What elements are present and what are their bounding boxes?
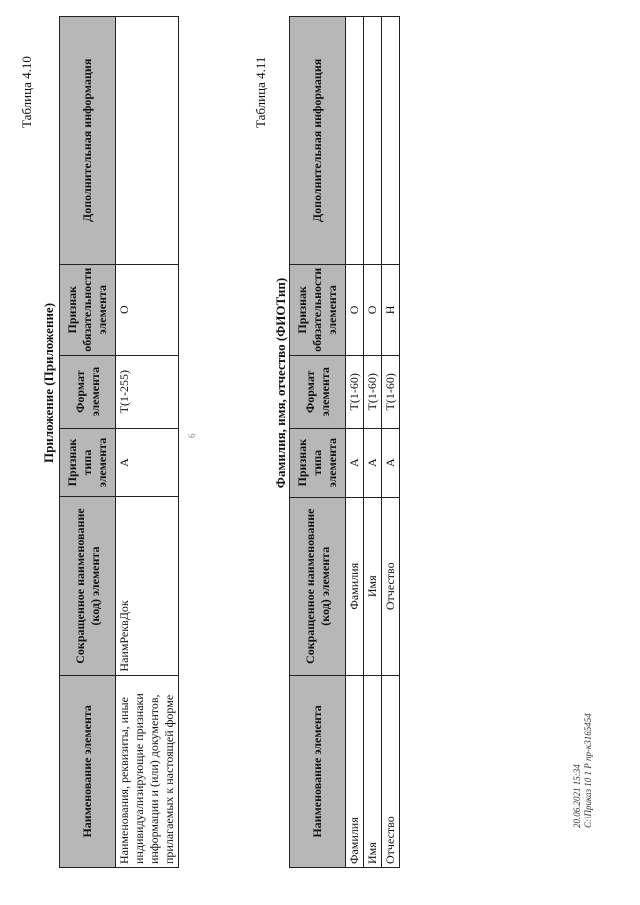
col-header: Признак типа элемента [60, 428, 116, 497]
cell: Имя [364, 675, 382, 867]
col-header: Признак обязательности элемента [290, 264, 346, 355]
cell: Т(1-60) [382, 355, 400, 428]
print-stamp [572, 713, 594, 828]
col-header: Дополнительная информация [60, 17, 116, 265]
col-header: Наименование элемента [290, 675, 346, 867]
cell: Имя [364, 497, 382, 675]
cell: Отчество [382, 675, 400, 867]
cell: О [116, 264, 179, 355]
col-header: Формат элемента [60, 355, 116, 428]
table-4-10 [59, 16, 179, 868]
cell: А [364, 428, 382, 497]
col-header: Сокращенное наименование (код) элемента [60, 497, 116, 675]
stamp-line: С:\Приказ 10 1 Р пр-к3165454 [583, 713, 593, 828]
stamp-line: 20.06.2021 15:34 [572, 764, 582, 828]
col-header: Дополнительная информация [290, 17, 346, 265]
cell: О [364, 264, 382, 355]
table-4-11-caption: Таблица 4.11 [253, 56, 268, 128]
cell: А [346, 428, 364, 497]
cell: А [382, 428, 400, 497]
cell: Фамилия [346, 675, 364, 867]
cell: Т(1-255) [116, 355, 179, 428]
table-4-10-title: Приложение (Приложение) [41, 302, 56, 464]
cell: Н [382, 264, 400, 355]
cell: Фамилия [346, 497, 364, 675]
cell: НаимРеквДок [116, 497, 179, 675]
table-4-11-title: Фамилия, имя, отчество (ФИОТип) [273, 277, 288, 489]
cell [382, 17, 400, 265]
table-row [364, 17, 382, 868]
cell: Т(1-60) [364, 355, 382, 428]
col-header: Формат элемента [290, 355, 346, 428]
table-row [346, 17, 364, 868]
cell [346, 17, 364, 265]
cell: Т(1-60) [346, 355, 364, 428]
cell [116, 17, 179, 265]
col-header: Наименование элемента [60, 675, 116, 867]
table-4-10-caption: Таблица 4.10 [19, 56, 34, 128]
cell: А [116, 428, 179, 497]
col-header: Сокращенное наименование (код) элемента [290, 497, 346, 675]
table-row [116, 17, 179, 868]
col-header: Признак обязательности элемента [60, 264, 116, 355]
cell: Отчество [382, 497, 400, 675]
cell [364, 17, 382, 265]
table-4-11 [289, 16, 400, 868]
rotated-page [17, 18, 627, 888]
cell: О [346, 264, 364, 355]
col-header: Признак типа элемента [290, 428, 346, 497]
cell: Наименования, реквизиты, иные индивидуализирующие признаки информации и (или) документов, прилагаемых к настоящей форме [116, 675, 179, 867]
page-mark: 6 [187, 433, 197, 438]
table-row [382, 17, 400, 868]
